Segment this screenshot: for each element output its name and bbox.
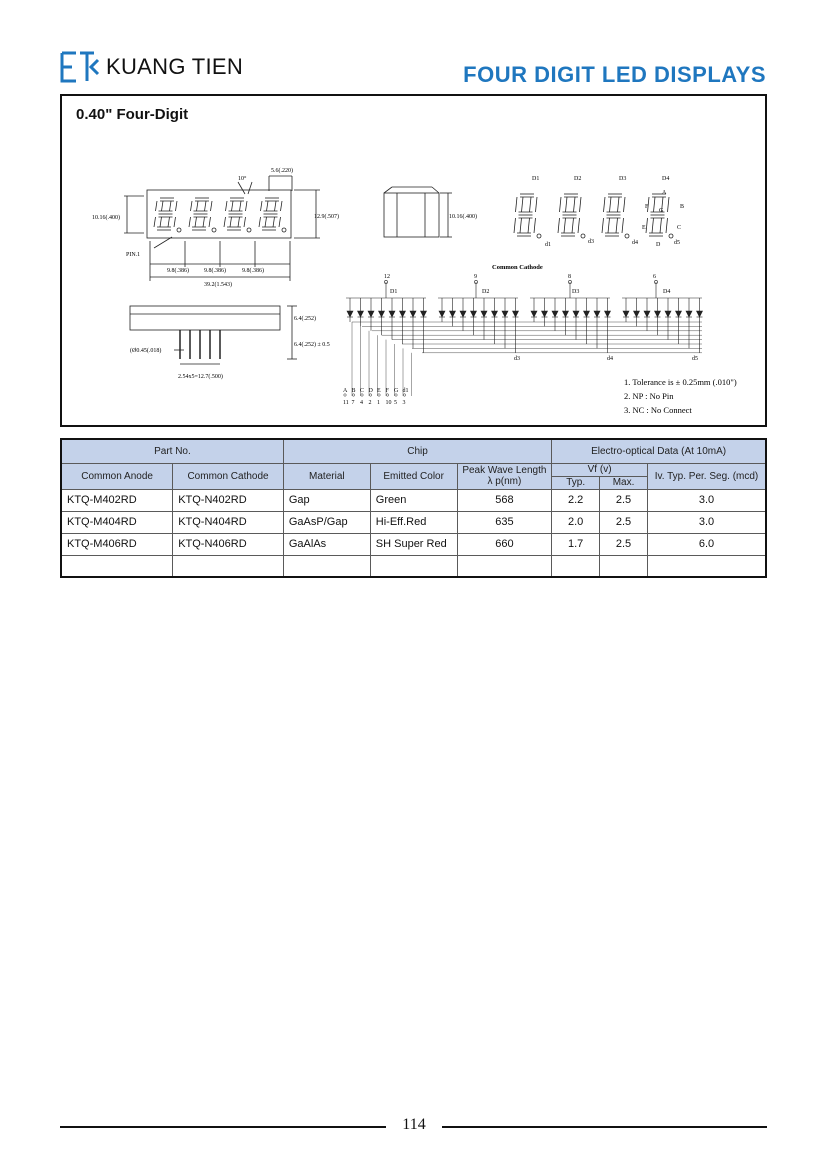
- cell-material: GaAlAs: [283, 533, 370, 555]
- led-diode: [542, 311, 548, 317]
- table-row: [61, 511, 766, 533]
- dp-label-d1: d1: [545, 242, 551, 248]
- led-diode: [421, 311, 427, 317]
- led-diode: [368, 311, 374, 317]
- cell-max: 2.5: [600, 533, 648, 555]
- led-diode: [347, 311, 353, 317]
- led-diode: [686, 311, 692, 317]
- bottom-view: [130, 306, 297, 364]
- led-diode: [531, 311, 537, 317]
- led-diode: [502, 311, 508, 317]
- led-diode: [400, 311, 406, 317]
- led-group-1: [346, 280, 427, 352]
- segment-label-g: G: [659, 208, 664, 214]
- section-title: 0.40" Four-Digit: [76, 106, 189, 123]
- col-peak-wave: [457, 463, 552, 489]
- led-diode: [439, 311, 445, 317]
- led-diode: [513, 311, 519, 317]
- led-diode: [697, 311, 703, 317]
- front-digit-3: [224, 198, 251, 232]
- led-diode: [492, 311, 498, 317]
- dim-pitch-2: 9.8(.386): [204, 268, 226, 274]
- header-chip: Chip: [283, 439, 551, 463]
- cell-anode: KTQ-M404RD: [61, 511, 173, 533]
- bus-pin-letter-3: C: [360, 388, 365, 394]
- bus-pin-number-1: 11: [343, 400, 349, 406]
- bus-dp-d5: d5: [692, 356, 698, 362]
- dp-label-d4: d4: [632, 240, 638, 246]
- cell-iv: 3.0: [647, 489, 766, 511]
- dim-pin-dia: (Ø0.45(.018): [130, 348, 162, 354]
- bus-pin-number-6: 10: [385, 400, 392, 406]
- led-diode: [644, 311, 650, 317]
- led-diode: [594, 311, 600, 317]
- bus-pin-number-3: 4: [360, 400, 363, 406]
- dim-pitch-3: 9.8(.386): [242, 268, 264, 274]
- table-row: [61, 533, 766, 555]
- led-diode: [450, 311, 456, 317]
- cell-color: SH Super Red: [370, 533, 457, 555]
- cell-color: Hi-Eff.Red: [370, 511, 457, 533]
- col-peak-wave-line1: Peak Wave Length: [462, 465, 547, 476]
- col-vf-typ: Typ.: [552, 476, 600, 489]
- note-3: 3. NC : No Connect: [624, 405, 692, 415]
- led-group-3: [530, 280, 611, 352]
- brand-name: KUANG TIEN: [106, 54, 244, 79]
- digit-label-d2: D2: [574, 176, 582, 182]
- digit-label-d4: D4: [662, 176, 670, 182]
- cathode-pin-9: 9: [474, 274, 477, 280]
- cathode-pin-12: 12: [384, 274, 390, 280]
- led-diode: [563, 311, 569, 317]
- kt-logo-icon: [60, 50, 100, 84]
- circuit-label-d1: D1: [390, 289, 398, 295]
- bus-pin-letter-5: E: [377, 388, 381, 394]
- table-row-empty: [61, 555, 766, 577]
- cell-wave: 660: [457, 533, 552, 555]
- led-diode: [481, 311, 487, 317]
- led-diode: [634, 311, 640, 317]
- bus-pin-letter-6: F: [385, 388, 389, 394]
- front-view-digits: [154, 198, 286, 232]
- segment-digit-1: [514, 194, 541, 238]
- digit-label-d3: D3: [619, 176, 627, 182]
- led-diode: [623, 311, 629, 317]
- led-diode: [460, 311, 466, 317]
- cell-wave: 568: [457, 489, 552, 511]
- circuit-label-d4: D4: [663, 289, 671, 295]
- col-vf-max: Max.: [600, 476, 648, 489]
- col-emitted-color: Emitted Color: [370, 463, 457, 489]
- segment-label-b: B: [680, 204, 685, 210]
- bus-pin-number-4: 2: [368, 400, 372, 406]
- segment-diagram: [514, 176, 684, 248]
- segment-label-d: D: [656, 242, 661, 248]
- bus-pin-number-7: 5: [394, 400, 397, 406]
- bus-pin-number-8: 3: [402, 400, 406, 406]
- segment-label-a: A: [662, 190, 667, 196]
- cell-typ: 1.7: [552, 533, 600, 555]
- cell-typ: 2.0: [552, 511, 600, 533]
- circuit-label-d3: D3: [572, 289, 580, 295]
- led-diode: [676, 311, 682, 317]
- dp-label-d3: d3: [588, 239, 594, 245]
- dim-pitch-1: 9.8(.386): [167, 268, 189, 274]
- col-iv: Iv. Typ. Per. Seg. (mcd): [647, 463, 766, 489]
- cell-anode: KTQ-M402RD: [61, 489, 173, 511]
- bus-pin-number-2: 7: [351, 400, 355, 406]
- dim-top-right: 5.6(.220): [271, 168, 293, 174]
- col-vf: Vf (v): [552, 463, 648, 476]
- segment-digit-4: [646, 194, 673, 238]
- cell-max: 2.5: [600, 489, 648, 511]
- spec-table: [60, 438, 767, 578]
- circuit-title: Common Cathode: [492, 264, 543, 271]
- led-diode: [573, 311, 579, 317]
- bus-pin-letter-7: G: [394, 388, 399, 394]
- cell-cathode: KTQ-N404RD: [173, 511, 284, 533]
- bus-pin-letter-4: D: [368, 388, 373, 394]
- table-row: [61, 489, 766, 511]
- bus-pin-letter-2: B: [351, 388, 356, 394]
- segment-digit-3: [602, 194, 629, 238]
- dim-angle: 10°: [238, 176, 247, 182]
- cell-cathode: KTQ-N402RD: [173, 489, 284, 511]
- bus-dp-d3: d3: [514, 356, 520, 362]
- front-digit-1: [154, 198, 181, 232]
- cell-wave: 635: [457, 511, 552, 533]
- led-diode: [552, 311, 558, 317]
- dim-side-height: 10.16(.400): [449, 214, 477, 220]
- cell-cathode: KTQ-N406RD: [173, 533, 284, 555]
- dim-total-width: 39.2(1.543): [204, 282, 232, 288]
- dim-pin-span: 2.54x5=12.7(.500): [178, 374, 223, 380]
- cell-anode: KTQ-M406RD: [61, 533, 173, 555]
- front-digit-4: [259, 198, 286, 232]
- bus-pin-letter-8: d1: [402, 388, 409, 394]
- led-diode: [410, 311, 416, 317]
- led-diode: [605, 311, 611, 317]
- technical-drawing: [62, 96, 765, 425]
- dim-lead-length: 6.4(.252) ± 0.5: [294, 342, 330, 348]
- cell-material: Gap: [283, 489, 370, 511]
- front-view: [124, 176, 320, 281]
- page-number: 114: [402, 1116, 426, 1133]
- cell-typ: 2.2: [552, 489, 600, 511]
- cell-iv: 3.0: [647, 511, 766, 533]
- bus-dp-d4: d4: [607, 356, 613, 362]
- cathode-pin-6: 6: [653, 274, 656, 280]
- footer-rule-right: [442, 1126, 767, 1128]
- led-diode: [471, 311, 477, 317]
- dim-height-left: 10.16(.400): [92, 215, 120, 221]
- col-peak-wave-line2: λ p(nm): [487, 476, 522, 487]
- cell-color: Green: [370, 489, 457, 511]
- led-diode: [665, 311, 671, 317]
- led-diode: [389, 311, 395, 317]
- circuit-label-d2: D2: [482, 289, 490, 295]
- led-diode: [655, 311, 661, 317]
- col-material: Material: [283, 463, 370, 489]
- dp-label-d5: d5: [674, 240, 680, 246]
- cell-iv: 6.0: [647, 533, 766, 555]
- segment-label-c: C: [677, 225, 682, 231]
- segment-label-f: F: [645, 204, 649, 210]
- cell-max: 2.5: [600, 511, 648, 533]
- cathode-pin-8: 8: [568, 274, 571, 280]
- led-diode: [584, 311, 590, 317]
- led-diode: [358, 311, 364, 317]
- digit-label-d1: D1: [532, 176, 540, 182]
- col-common-anode: Common Anode: [61, 463, 173, 489]
- footer-rule-left: [60, 1126, 386, 1128]
- pin1-label: PIN.1: [126, 252, 141, 258]
- bus-labels: [343, 388, 409, 406]
- header-electro-optical: Electro-optical Data (At 10mA): [552, 439, 766, 463]
- segment-label-e: E: [642, 225, 646, 231]
- col-common-cathode: Common Cathode: [173, 463, 284, 489]
- led-diode: [379, 311, 385, 317]
- header-part-no: Part No.: [61, 439, 283, 463]
- dim-height-right: 12.9(.507): [314, 214, 339, 220]
- front-digit-2: [189, 198, 216, 232]
- page-heading: FOUR DIGIT LED DISPLAYS: [463, 62, 766, 87]
- drawing-frame: [60, 94, 767, 427]
- cell-material: GaAsP/Gap: [283, 511, 370, 533]
- note-1: 1. Tolerance is ± 0.25mm (.010"): [624, 377, 737, 387]
- led-group-2: [438, 280, 519, 352]
- side-view: [384, 187, 452, 237]
- footer: [60, 1116, 767, 1136]
- dim-seated: 6.4(.252): [294, 316, 316, 322]
- segment-digit-2: [558, 194, 585, 238]
- bus-pin-number-5: 1: [377, 400, 380, 406]
- note-2: 2. NP : No Pin: [624, 391, 674, 401]
- bus-pin-letter-1: A: [343, 388, 348, 394]
- company-logo: [60, 49, 243, 85]
